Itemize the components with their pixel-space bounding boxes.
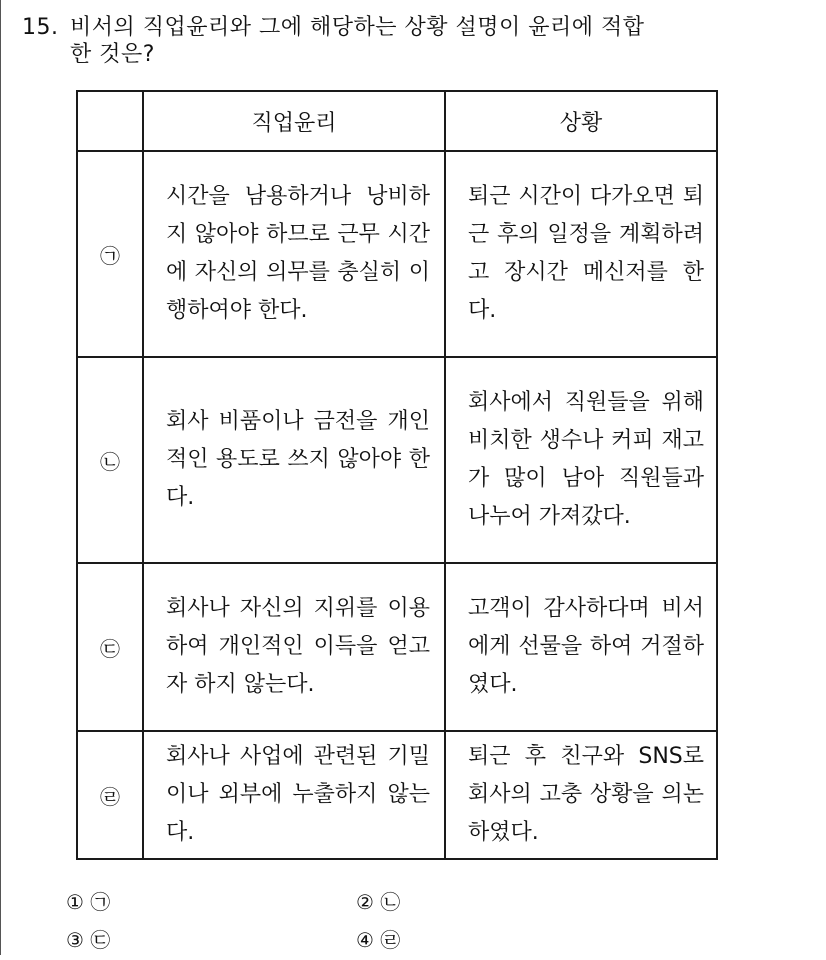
ethic-cell: 회사나 사업에 관련된 기밀이나 외부에 누출하지 않는다. (143, 731, 445, 859)
choice-2[interactable] (356, 882, 400, 922)
choice-label: ㉢ (90, 928, 111, 952)
row-mark: ㉡ (77, 357, 143, 563)
ethic-cell: 회사나 자신의 지위를 이용하여 개인적인 이득을 얻고자 하지 않는다. (143, 563, 445, 731)
question-stem (22, 14, 802, 68)
choice-number: ② (356, 890, 374, 914)
choice-number: ① (66, 890, 84, 914)
choice-4[interactable] (356, 920, 400, 960)
table-row (77, 151, 717, 357)
ethic-cell: 시간을 남용하거나 낭비하지 않아야 하므로 근무 시간에 자신의 의무를 충실히 이행하여야 한다. (143, 151, 445, 357)
choice-number: ④ (356, 928, 374, 952)
row-mark: ㉣ (77, 731, 143, 859)
header-blank (77, 91, 143, 151)
question-text-line1: 비서의 직업윤리와 그에 해당하는 상황 설명이 윤리에 적합 (70, 15, 645, 40)
row-mark: ㉠ (77, 151, 143, 357)
choice-3[interactable] (66, 920, 110, 960)
table-row (77, 357, 717, 563)
situation-cell: 퇴근 시간이 다가오면 퇴근 후의 일정을 계획하려고 장시간 메신저를 한다. (445, 151, 717, 357)
choice-label: ㉡ (380, 890, 401, 914)
question-number: 15. (22, 15, 59, 40)
row-mark: ㉢ (77, 563, 143, 731)
situation-cell: 퇴근 후 친구와 SNS로 회사의 고충 상황을 의논하였다. (445, 731, 717, 859)
ethics-table (76, 90, 718, 860)
choice-label: ㉠ (90, 890, 111, 914)
question-text-line2: 한 것은? (70, 42, 155, 67)
header-situation: 상황 (445, 91, 717, 151)
table-row (77, 563, 717, 731)
choice-number: ③ (66, 928, 84, 952)
situation-cell: 회사에서 직원들을 위해 비치한 생수나 커피 재고가 많이 남아 직원들과 나누어 가져갔다. (445, 357, 717, 563)
header-ethic: 직업윤리 (143, 91, 445, 151)
choice-1[interactable] (66, 882, 110, 922)
table-header-row (77, 91, 717, 151)
table-row (77, 731, 717, 859)
ethic-cell: 회사 비품이나 금전을 개인적인 용도로 쓰지 않아야 한다. (143, 357, 445, 563)
page-left-border (0, 0, 1, 955)
choice-label: ㉣ (380, 928, 401, 952)
situation-cell: 고객이 감사하다며 비서에게 선물을 하여 거절하였다. (445, 563, 717, 731)
